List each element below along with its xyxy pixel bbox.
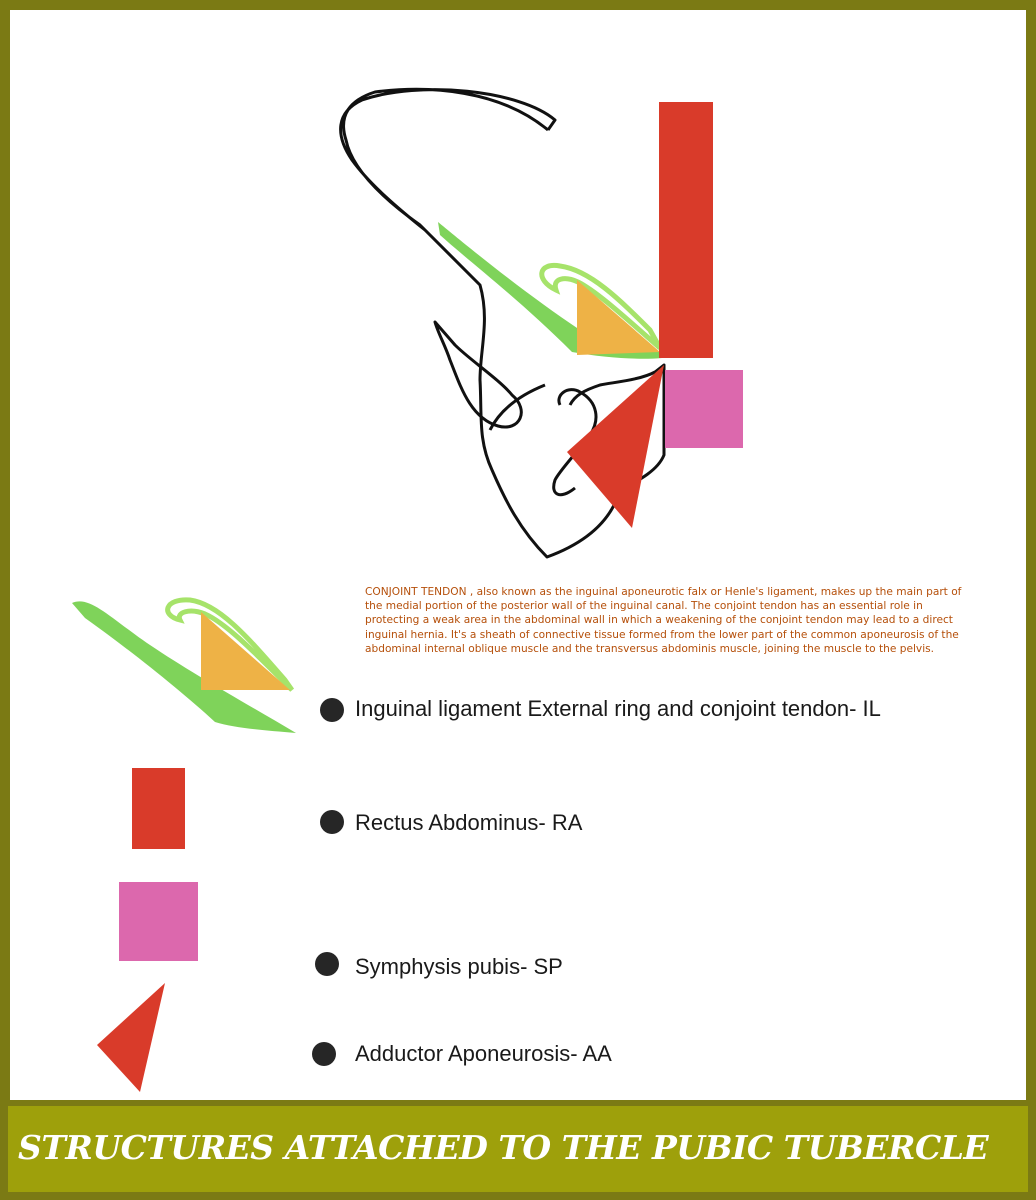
conjoint-tendon (577, 280, 660, 355)
obturator-outline (435, 322, 521, 427)
pubic-ramus-outline (490, 385, 596, 495)
legend-label-sp: Symphysis pubis- SP (355, 954, 563, 979)
legend-label-aa: Adductor Aponeurosis- AA (355, 1041, 612, 1066)
legend-symphysis-shape (119, 882, 198, 961)
legend-adductor-shape (97, 983, 165, 1092)
legend-label-il: Inguinal ligament External ring and conjoint tendon- IL (355, 696, 881, 721)
legend-bullet-aa (312, 1042, 336, 1066)
legend-bullet-ra (320, 810, 344, 834)
legend-conjoint-shape (201, 612, 290, 690)
diagram-panel (10, 10, 1026, 1100)
rectus-abdominus (659, 102, 713, 358)
symphysis-pubis (665, 370, 743, 448)
legend-bullet-sp (315, 952, 339, 976)
conjoint-tendon-description: CONJOINT TENDON , also known as the inguinal aponeurotic falx or Henle's ligament, makes up the main part of the medial portion of the posterior wall of the inguinal canal. The conjoint tendon has an essential role in protecting a weak area in the abdominal wall in which a weakening of the conjoint tendon may lead to a direct inguinal hernia. It's a sheath of connective tissue formed from the lower part of the common aponeurosis of the abdominal internal oblique muscle and the transversus abdominis muscle, joining the muscle to the pelvis. (365, 586, 962, 655)
banner-title: STRUCTURES ATTACHED TO THE PUBIC TUBERCLE (18, 1128, 989, 1167)
legend-bullet-il (320, 698, 344, 722)
pubic-bone-diagram (10, 10, 1026, 1100)
legend-label-ra: Rectus Abdominus- RA (355, 810, 583, 835)
title-banner (8, 1106, 1028, 1192)
adductor-aponeurosis (567, 365, 664, 528)
legend-rectus-shape (132, 768, 185, 849)
